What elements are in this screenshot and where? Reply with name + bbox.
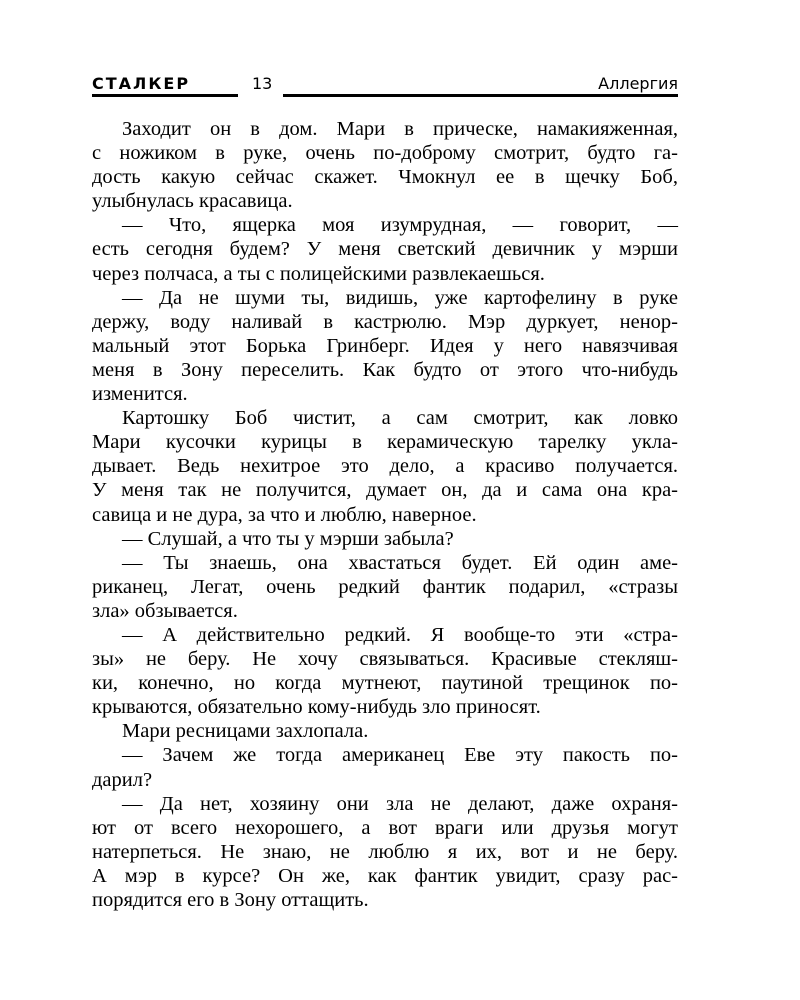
text-line: Картошку Боб чистит, а сам смотрит, как ловко [122,407,678,430]
text-line: Заходит он в дом. Мари в прическе, намакияженная, [122,118,678,140]
text-line: — Что, ящерка моя изумрудная, — говорит, — [122,214,678,237]
text-line: изменится. [92,383,188,406]
paragraph [92,719,678,743]
text-line: порядится его в Зону оттащить. [92,889,369,911]
series-title: СТАЛКЕР [92,74,191,93]
text-line: У меня так не получится, думает он, да и сама она кра- [92,479,678,502]
text-line: зла» обзывается. [92,599,238,622]
paragraph [92,623,678,719]
paragraph [92,213,678,285]
text-line: держу, воду наливай в кастрюлю. Мэр дуркует, ненор- [92,310,678,333]
text-line: дывает. Ведь нехитрое это дело, а красиво получается. [92,455,678,478]
text-line: есть сегодня будем? У меня светский девичник у мэрши [92,238,678,261]
text-line: риканец, Легат, очень редкий фантик подарил, «стразы [92,575,678,598]
header-rule-right [283,94,678,97]
text-line: мальный этот Борька Гринберг. Идея у него навязчивая [92,334,678,357]
text-line: с ножиком в руке, очень по-доброму смотрит, будто га- [92,142,678,165]
text-line: меня в Зону переселить. Как будто от этого что-нибудь [92,358,678,381]
text-line: зы» не беру. Не хочу связываться. Красивые стекляш- [92,648,678,671]
text-line: дость какую сейчас скажет. Чмокнул ее в щечку Боб, [92,166,678,189]
text-line: дарил? [92,768,153,791]
text-line: — А действительно редкий. Я вообще-то эти «стра- [122,623,678,646]
page-number: 13 [252,74,273,93]
text-line: Мари ресницами захлопала. [122,720,369,743]
header-rule-left [92,94,238,97]
text-line: ки, конечно, но когда мутнеют, паутиной трещинок по- [92,672,678,695]
text-line: через полчаса, а ты с полицейскими развлекаешься. [92,262,545,285]
text-line: — Ты знаешь, она хвастаться будет. Ей один аме- [122,551,678,574]
chapter-title: Аллергия [598,74,678,93]
body-text [92,117,678,912]
text-line: Мари кусочки курицы в керамическую тарелку укла- [92,431,678,454]
paragraph [92,406,678,526]
text-line: натерпеться. Не знаю, не люблю я их, вот и не беру. [92,840,678,863]
paragraph [92,527,678,551]
paragraph [92,743,678,791]
paragraph [92,551,678,623]
paragraph [92,286,678,406]
text-line: савица и не дура, за что и люблю, наверное. [92,503,477,526]
paragraph [92,117,678,213]
running-header [92,74,678,98]
paragraph [92,792,678,912]
text-line: — Зачем же тогда американец Еве эту пакость по- [122,744,678,767]
text-line: А мэр в курсе? Он же, как фантик увидит, сразу рас- [92,864,678,887]
text-line: ют от всего нехорошего, а вот враги или друзья могут [92,816,678,839]
text-line: крываются, обязательно кому-нибудь зло приносят. [92,696,541,719]
text-line: — Да нет, хозяину они зла не делают, даже охраня- [122,792,678,815]
text-line: — Слушай, а что ты у мэрши забыла? [122,527,454,550]
text-line: — Да не шуми ты, видишь, уже картофелину в руке [122,286,678,309]
text-line: улыбнулась красавица. [92,190,293,213]
